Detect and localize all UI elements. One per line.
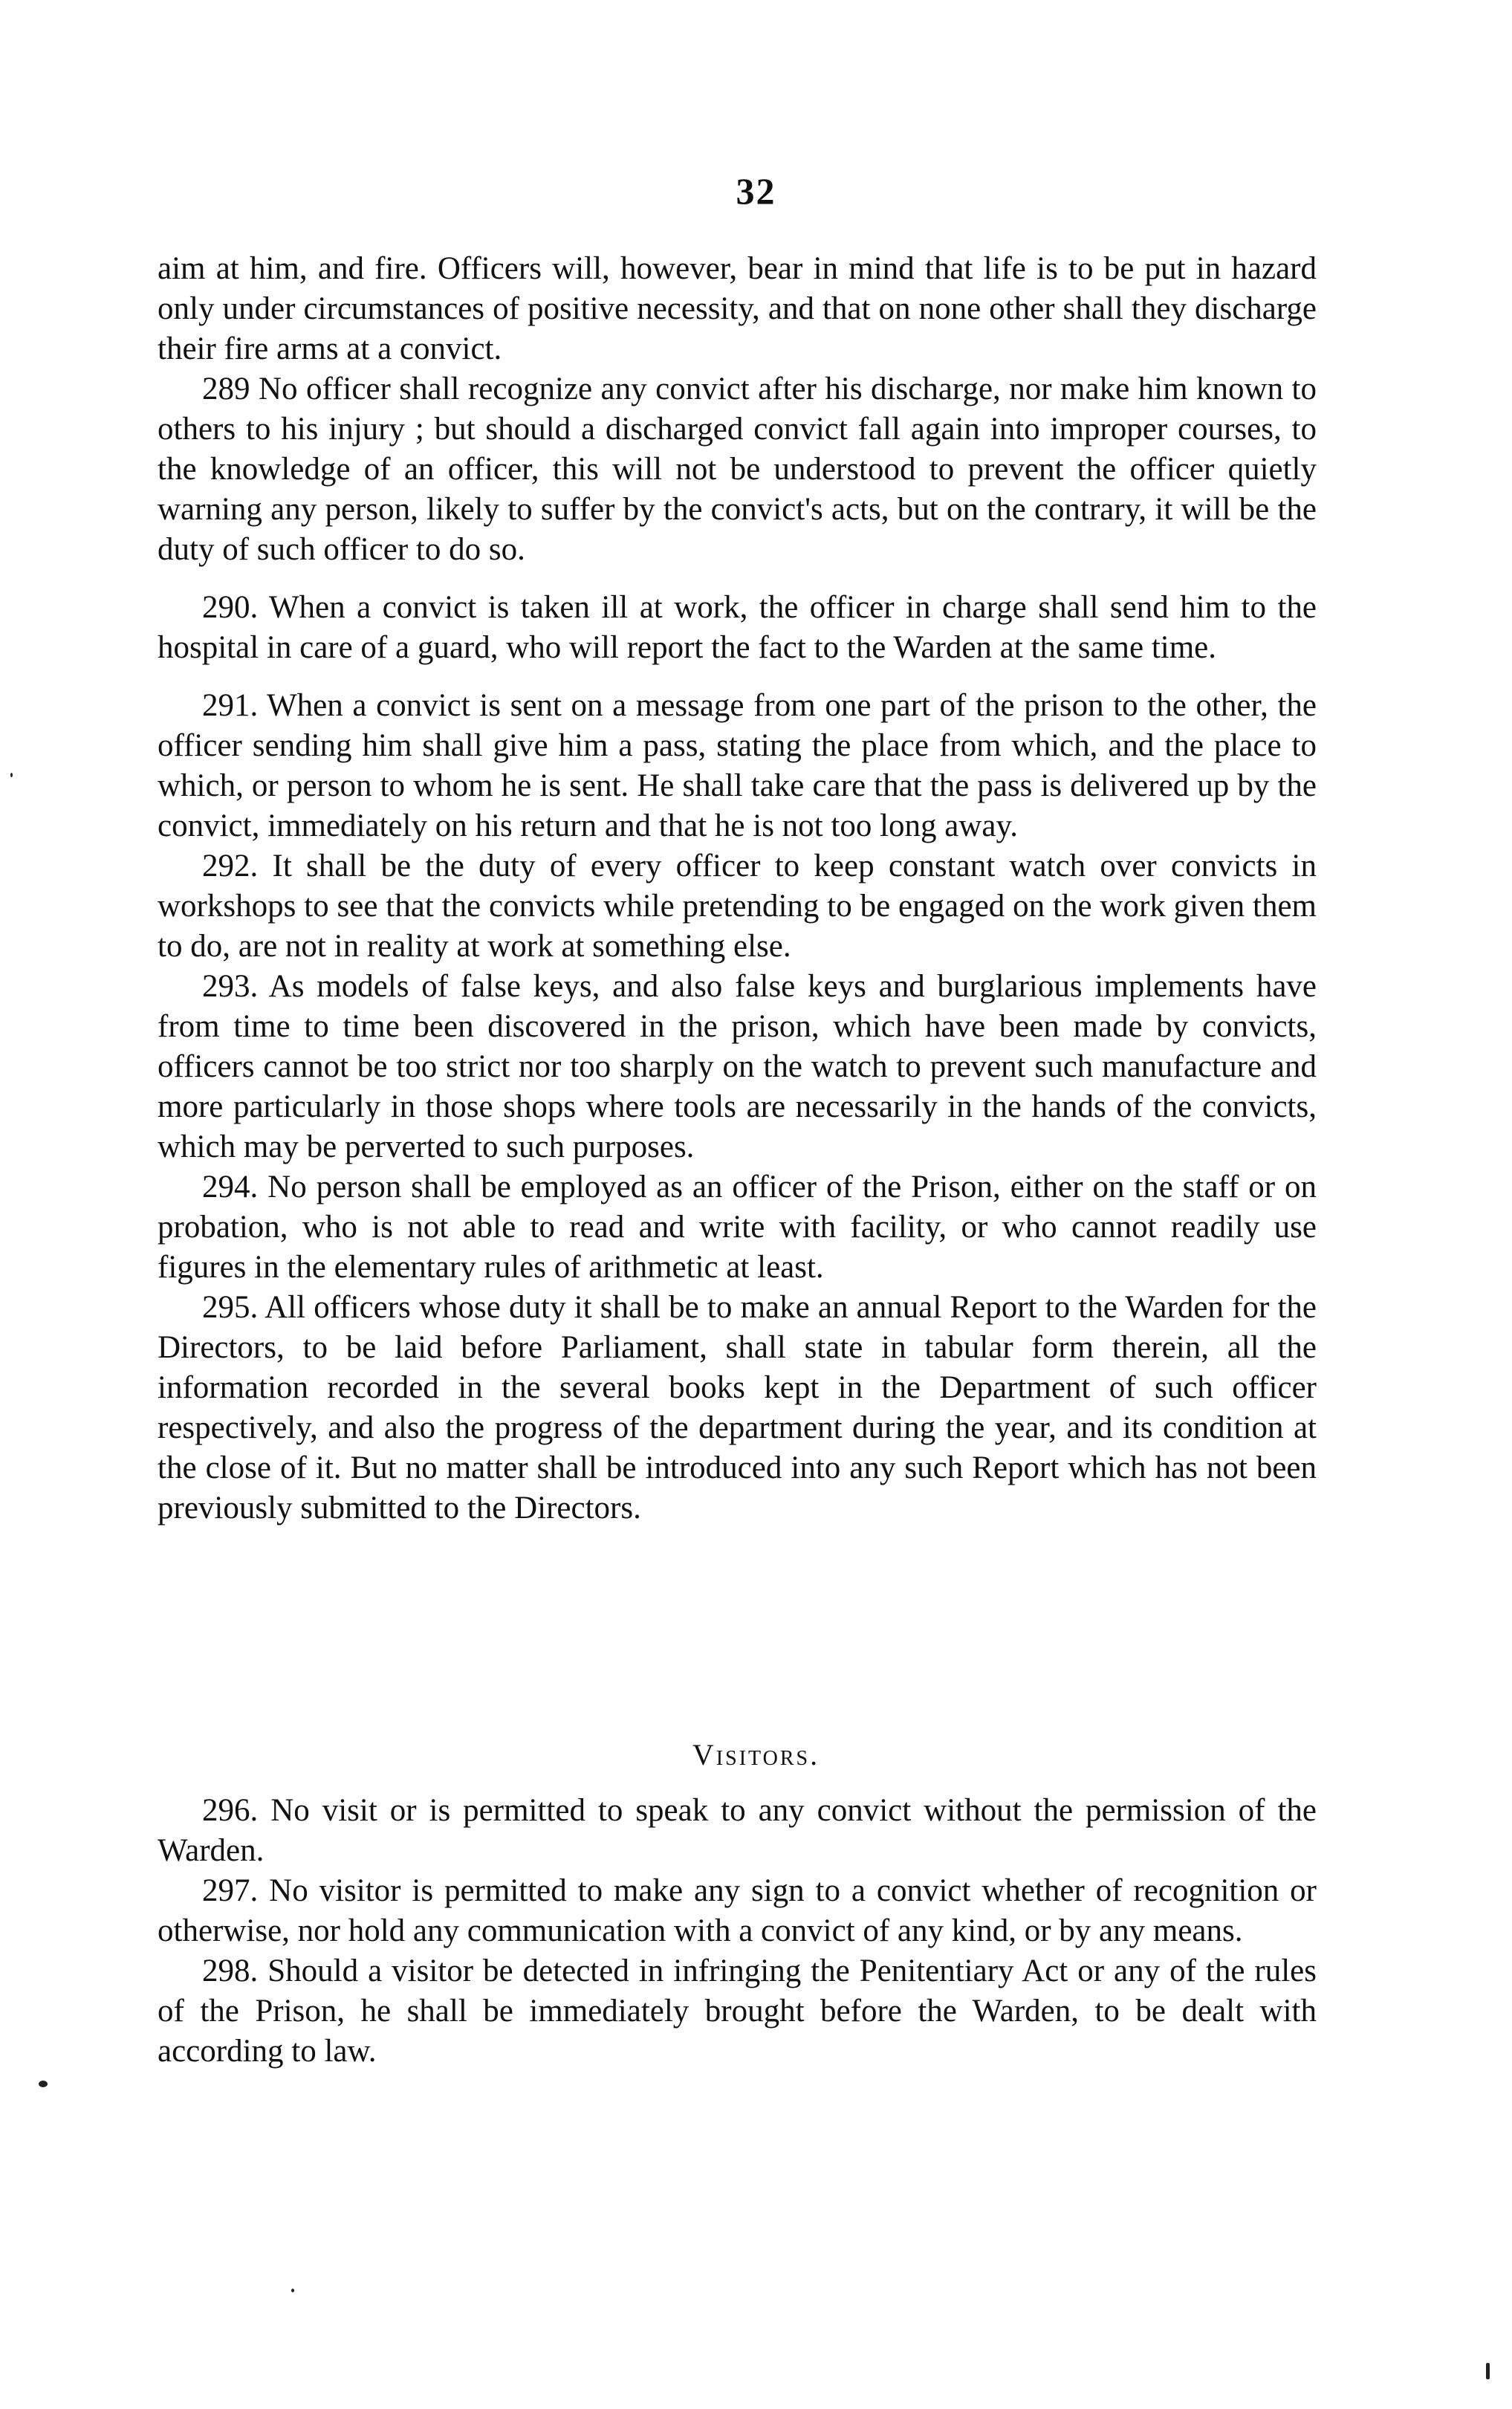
paragraph-293: 293. As models of false keys, and also false keys and burglarious implements have from time to time been discovered in the prison, which have been made by convicts, officers cannot be too strict nor too sharply on the watch to prevent such manufacture and more particularly in those shops where tools are necessarily in the hands of the convicts, which may be perverted to such purposes. (158, 969, 1317, 1164)
section-heading-visitors: Visitors. (692, 1738, 820, 1771)
visitors-text-block (158, 1791, 1317, 2072)
paragraph-297: 297. No visitor is permitted to make any sign to a convict whether of recognition or otherwise, nor hold any communication with a convict of any kind, or by any means. (158, 1873, 1317, 1948)
paragraph-292: 292. It shall be the duty of every officer to keep constant watch over convicts in workshops to see that the convicts while pretending to be engaged on the work given them to do, are not in reality at work at something else. (158, 849, 1317, 964)
paragraph-291: 291. When a convict is sent on a message from one part of the prison to the other, the officer sending him shall give him a pass, stating the place from which, and the place to which, or person to whom he is sent. He shall take care that the pass is delivered up by the convict, immediately on his return and that he is not too long away. (158, 688, 1317, 843)
ink-speck (1486, 2363, 1490, 2379)
page-number: 32 (736, 170, 776, 212)
ink-speck (291, 2289, 294, 2292)
paragraph-296: 296. No visit or is permitted to speak to any convict without the permission of the Warden. (158, 1793, 1317, 1868)
paragraph-continued: aim at him, and fire. Officers will, however, bear in mind that life is to be put in hazard only under circumstances of positive necessity, and that on none other shall they discharge their fire arms at a convict. (158, 251, 1317, 366)
rules-text-block (158, 249, 1317, 1528)
paragraph-290: 290. When a convict is taken ill at work, the officer in charge shall send him to the hospital in care of a guard, who will report the fact to the Warden at the same time. (158, 590, 1317, 665)
ink-speck (39, 2081, 48, 2087)
paragraph-294: 294. No person shall be employed as an officer of the Prison, either on the staff or on probation, who is not able to read and write with facility, or who cannot readily use figures in the elementary rules of arithmetic at least. (158, 1170, 1317, 1285)
paragraph-289: 289 No officer shall recognize any convict after his discharge, nor make him known to others to his injury ; but should a discharged convict fall again into improper courses, to the knowledge of an officer, this will not be understood to prevent the officer quietly warning any person, likely to suffer by the convict's acts, but on the contrary, it will be the duty of such officer to do so. (158, 372, 1317, 567)
ink-speck (10, 773, 13, 777)
paragraph-298: 298. Should a visitor be detected in infringing the Penitentiary Act or any of the rules of the Prison, he shall be immediately brought before the Warden, to be dealt with according to law. (158, 1954, 1317, 2069)
paragraph-295: 295. All officers whose duty it shall be to make an annual Report to the Warden for the Directors, to be laid before Parliament, shall state in tabular form therein, all the information recorded in the several books kept in the Department of such officer respectively, and also the progress of the department during the year, and its condition at the close of it. But no matter shall be introduced into any such Report which has not been previously submitted to the Directors. (158, 1290, 1317, 1526)
